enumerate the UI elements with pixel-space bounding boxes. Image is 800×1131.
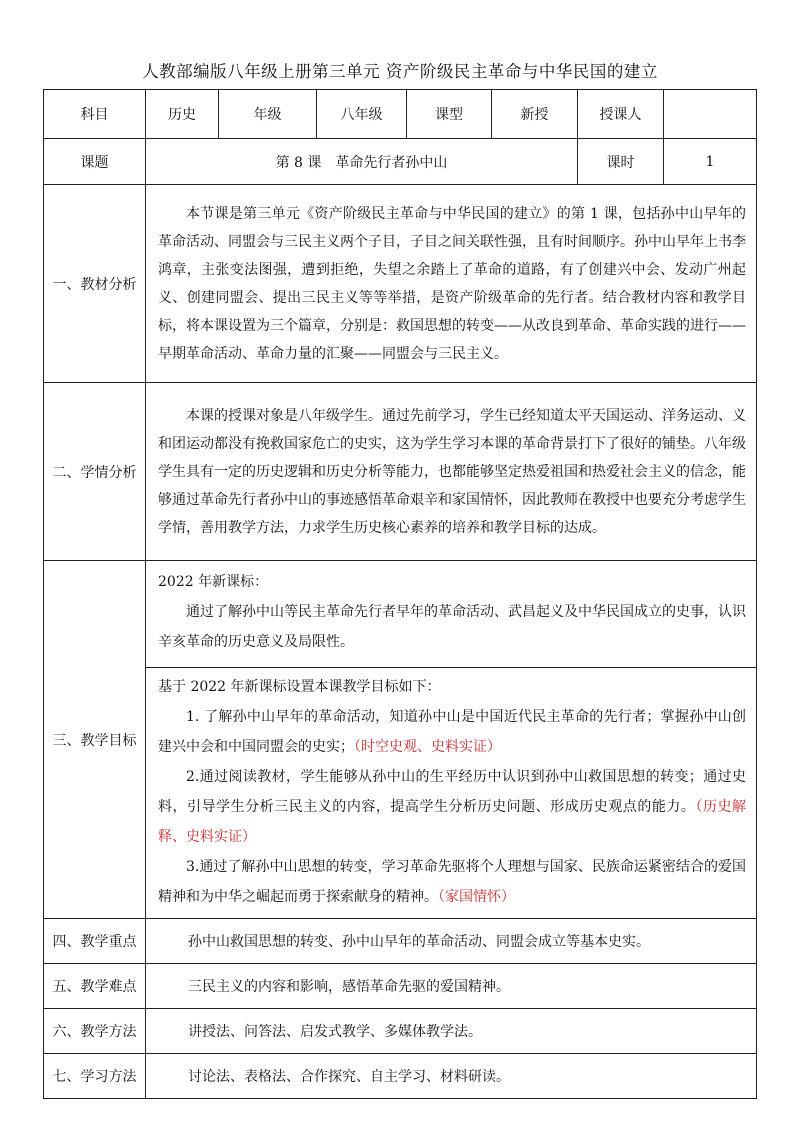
header-row (44, 90, 757, 139)
section-students (44, 383, 757, 561)
type-value: 新授 (492, 90, 578, 139)
textbook-label: 一、教材分析 (44, 185, 146, 383)
goal-item-2 (158, 762, 746, 852)
topic-value: 第 8 课 革命先行者孙中山 (146, 139, 578, 185)
section-goals-list (44, 668, 757, 919)
goal-2-tag: （历史解释、史料实证） (158, 799, 747, 845)
hours-value: 1 (664, 139, 757, 185)
goal-3-text: 3.通过了解孙中山思想的转变，学习革命先驱将个人理想与国家、民族命运紧密结合的爱国精神和为中华之崛起而勇于探索献身的精神。 (158, 859, 746, 905)
section-difficulties (44, 964, 757, 1009)
goal-3-tag: （家国情怀） (438, 889, 515, 905)
goals-intro: 基于 2022 年新课标设置本课教学目标如下： (158, 679, 441, 695)
lesson-plan-table (43, 89, 757, 1099)
students-label: 二、学情分析 (44, 383, 146, 561)
teacher-label: 授课人 (578, 90, 664, 139)
grade-value: 八年级 (317, 90, 407, 139)
goal-2-text: 2.通过阅读教材，学生能够从孙中山的生平经历中认识到孙中山救国思想的转变；通过史料，引导学生分析三民主义的内容，提高学生分析历史问题、形成历史观点的能力。 (158, 769, 746, 815)
lesson-row (44, 139, 757, 185)
key-points-text: 孙中山救国思想的转变、孙中山早年的革命活动、同盟会成立等基本史实。 (146, 919, 757, 964)
grade-label: 年级 (219, 90, 317, 139)
section-teaching-methods (44, 1009, 757, 1054)
goals-label: 三、教学目标 (44, 561, 146, 919)
goal-1-tag: （时空史观、史料实证） (354, 739, 501, 755)
goal-1-text: 1. 了解孙中山早年的革命活动，知道孙中山是中国近代民主革命的先行者；掌握孙中山创建兴中会和中国同盟会的史实； (158, 709, 746, 755)
standard-title: 2022 年新课标： (158, 574, 269, 590)
section-goals-standard (44, 561, 757, 668)
learning-methods-label: 七、学习方法 (44, 1054, 146, 1099)
topic-label: 课题 (44, 139, 146, 185)
page-title: 人教部编版八年级上册第三单元 资产阶级民主革命与中华民国的建立 (142, 62, 658, 81)
teaching-methods-text: 讲授法、问答法、启发式教学、多媒体教学法。 (146, 1009, 757, 1054)
key-points-label: 四、教学重点 (44, 919, 146, 964)
teaching-methods-label: 六、教学方法 (44, 1009, 146, 1054)
section-key-points (44, 919, 757, 964)
difficulties-text: 三民主义的内容和影响，感悟革命先驱的爱国精神。 (146, 964, 757, 1009)
subject-value: 历史 (146, 90, 219, 139)
textbook-text: 本节课是第三单元《资产阶级民主革命与中华民国的建立》的第 1 课，包括孙中山早年的革命活动、同盟会与三民主义两个子目，子目之间关联性强，且有时间顺序。孙中山早年上书李鸿章，主张变法图强，遭到拒绝，失望之余踏上了革命的道路，有了创建兴中会、发动广州起义、创建同盟会、提出三民主义等等举措，是资产阶级革命的先行者。结合教材内容和教学目标，将本课设置为三个篇章，分别是：救国思想的转变——从改良到革命、革命实践的进行——早期革命活动、革命力量的汇聚——同盟会与三民主义。 (158, 205, 746, 362)
goal-item-3 (158, 852, 746, 912)
goal-item-1 (158, 702, 746, 762)
difficulties-label: 五、教学难点 (44, 964, 146, 1009)
students-text: 本课的授课对象是八年级学生。通过先前学习，学生已经知道太平天国运动、洋务运动、义和团运动都没有挽救国家危亡的史实，这为学生学习本课的革命背景打下了很好的铺垫。八年级学生具有一定的历史逻辑和历史分析等能力，也都能够坚定热爱祖国和热爱社会主义的信念，能够通过革命先行者孙中山的事迹感悟革命艰辛和家国情怀，因此教师在教授中也要充分考虑学生学情，善用教学方法，力求学生历史核心素养的培养和教学目标的达成。 (158, 407, 746, 536)
section-textbook (44, 185, 757, 383)
hours-label: 课时 (578, 139, 664, 185)
type-label: 课型 (407, 90, 492, 139)
subject-label: 科目 (44, 90, 146, 139)
teacher-value[interactable] (664, 90, 757, 139)
learning-methods-text: 讨论法、表格法、合作探究、自主学习、材料研读。 (146, 1054, 757, 1099)
standard-text: 通过了解孙中山等民主革命先行者早年的革命活动、武昌起义及中华民国成立的史事，认识辛亥革命的历史意义及局限性。 (158, 604, 746, 650)
section-learning-methods (44, 1054, 757, 1099)
